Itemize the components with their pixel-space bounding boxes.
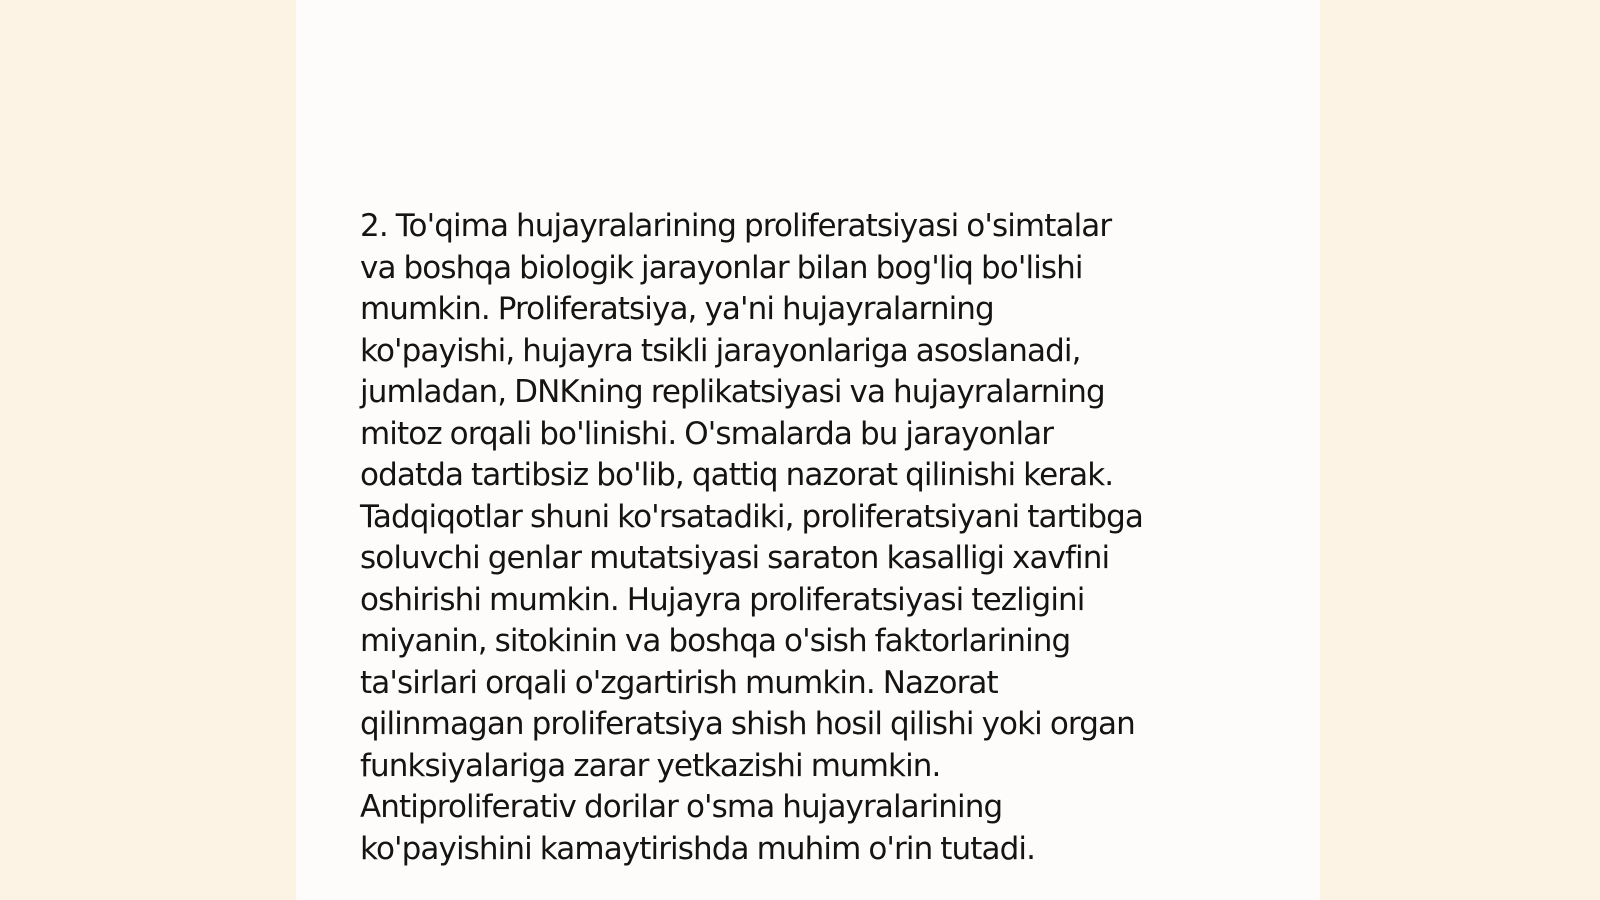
paragraph-line: funksiyalariga zarar yetkazishi mumkin. [360,747,941,784]
paragraph-line: miyanin, sitokinin va boshqa o'sish faktorlarining [360,623,1071,659]
paragraph-line: ko'payishini kamaytirishda muhim o'rin tutadi. [360,830,1036,867]
paragraph-line: qilinmagan proliferatsiya shish hosil qilishi yoki organ [360,706,1135,742]
paragraph-line: va boshqa biologik jarayonlar bilan bog'liq bo'lishi [360,249,1083,286]
paragraph-line: 2. To'qima hujayralarining proliferatsiyasi o'simtalar [360,208,1112,244]
paragraph-line: ko'payishi, hujayra tsikli jarayonlariga asoslanadi, [360,332,1081,369]
paragraph-line: oshirishi mumkin. Hujayra proliferatsiyasi tezligini [360,581,1085,618]
paragraph-line: ta'sirlari orqali o'zgartirish mumkin. Nazorat [360,664,998,701]
document-page [296,0,1320,900]
paragraph-line: odatda tartibsiz bo'lib, qattiq nazorat qilinishi kerak. [360,457,1114,493]
paragraph-line: jumladan, DNKning replikatsiyasi va hujayralarning [360,374,1105,410]
paragraph-line: mitoz orqali bo'linishi. O'smalarda bu jarayonlar [360,415,1054,452]
body-paragraph [360,206,1260,870]
paragraph-line: Tadqiqotlar shuni ko'rsatadiki, proliferatsiyani tartibga [360,498,1144,535]
paragraph-line: mumkin. Proliferatsiya, ya'ni hujayralarning [360,291,994,327]
paragraph-line: Antiproliferativ dorilar o'sma hujayralarining [360,789,1003,825]
paragraph-line: soluvchi genlar mutatsiyasi saraton kasalligi xavfini [360,540,1110,576]
